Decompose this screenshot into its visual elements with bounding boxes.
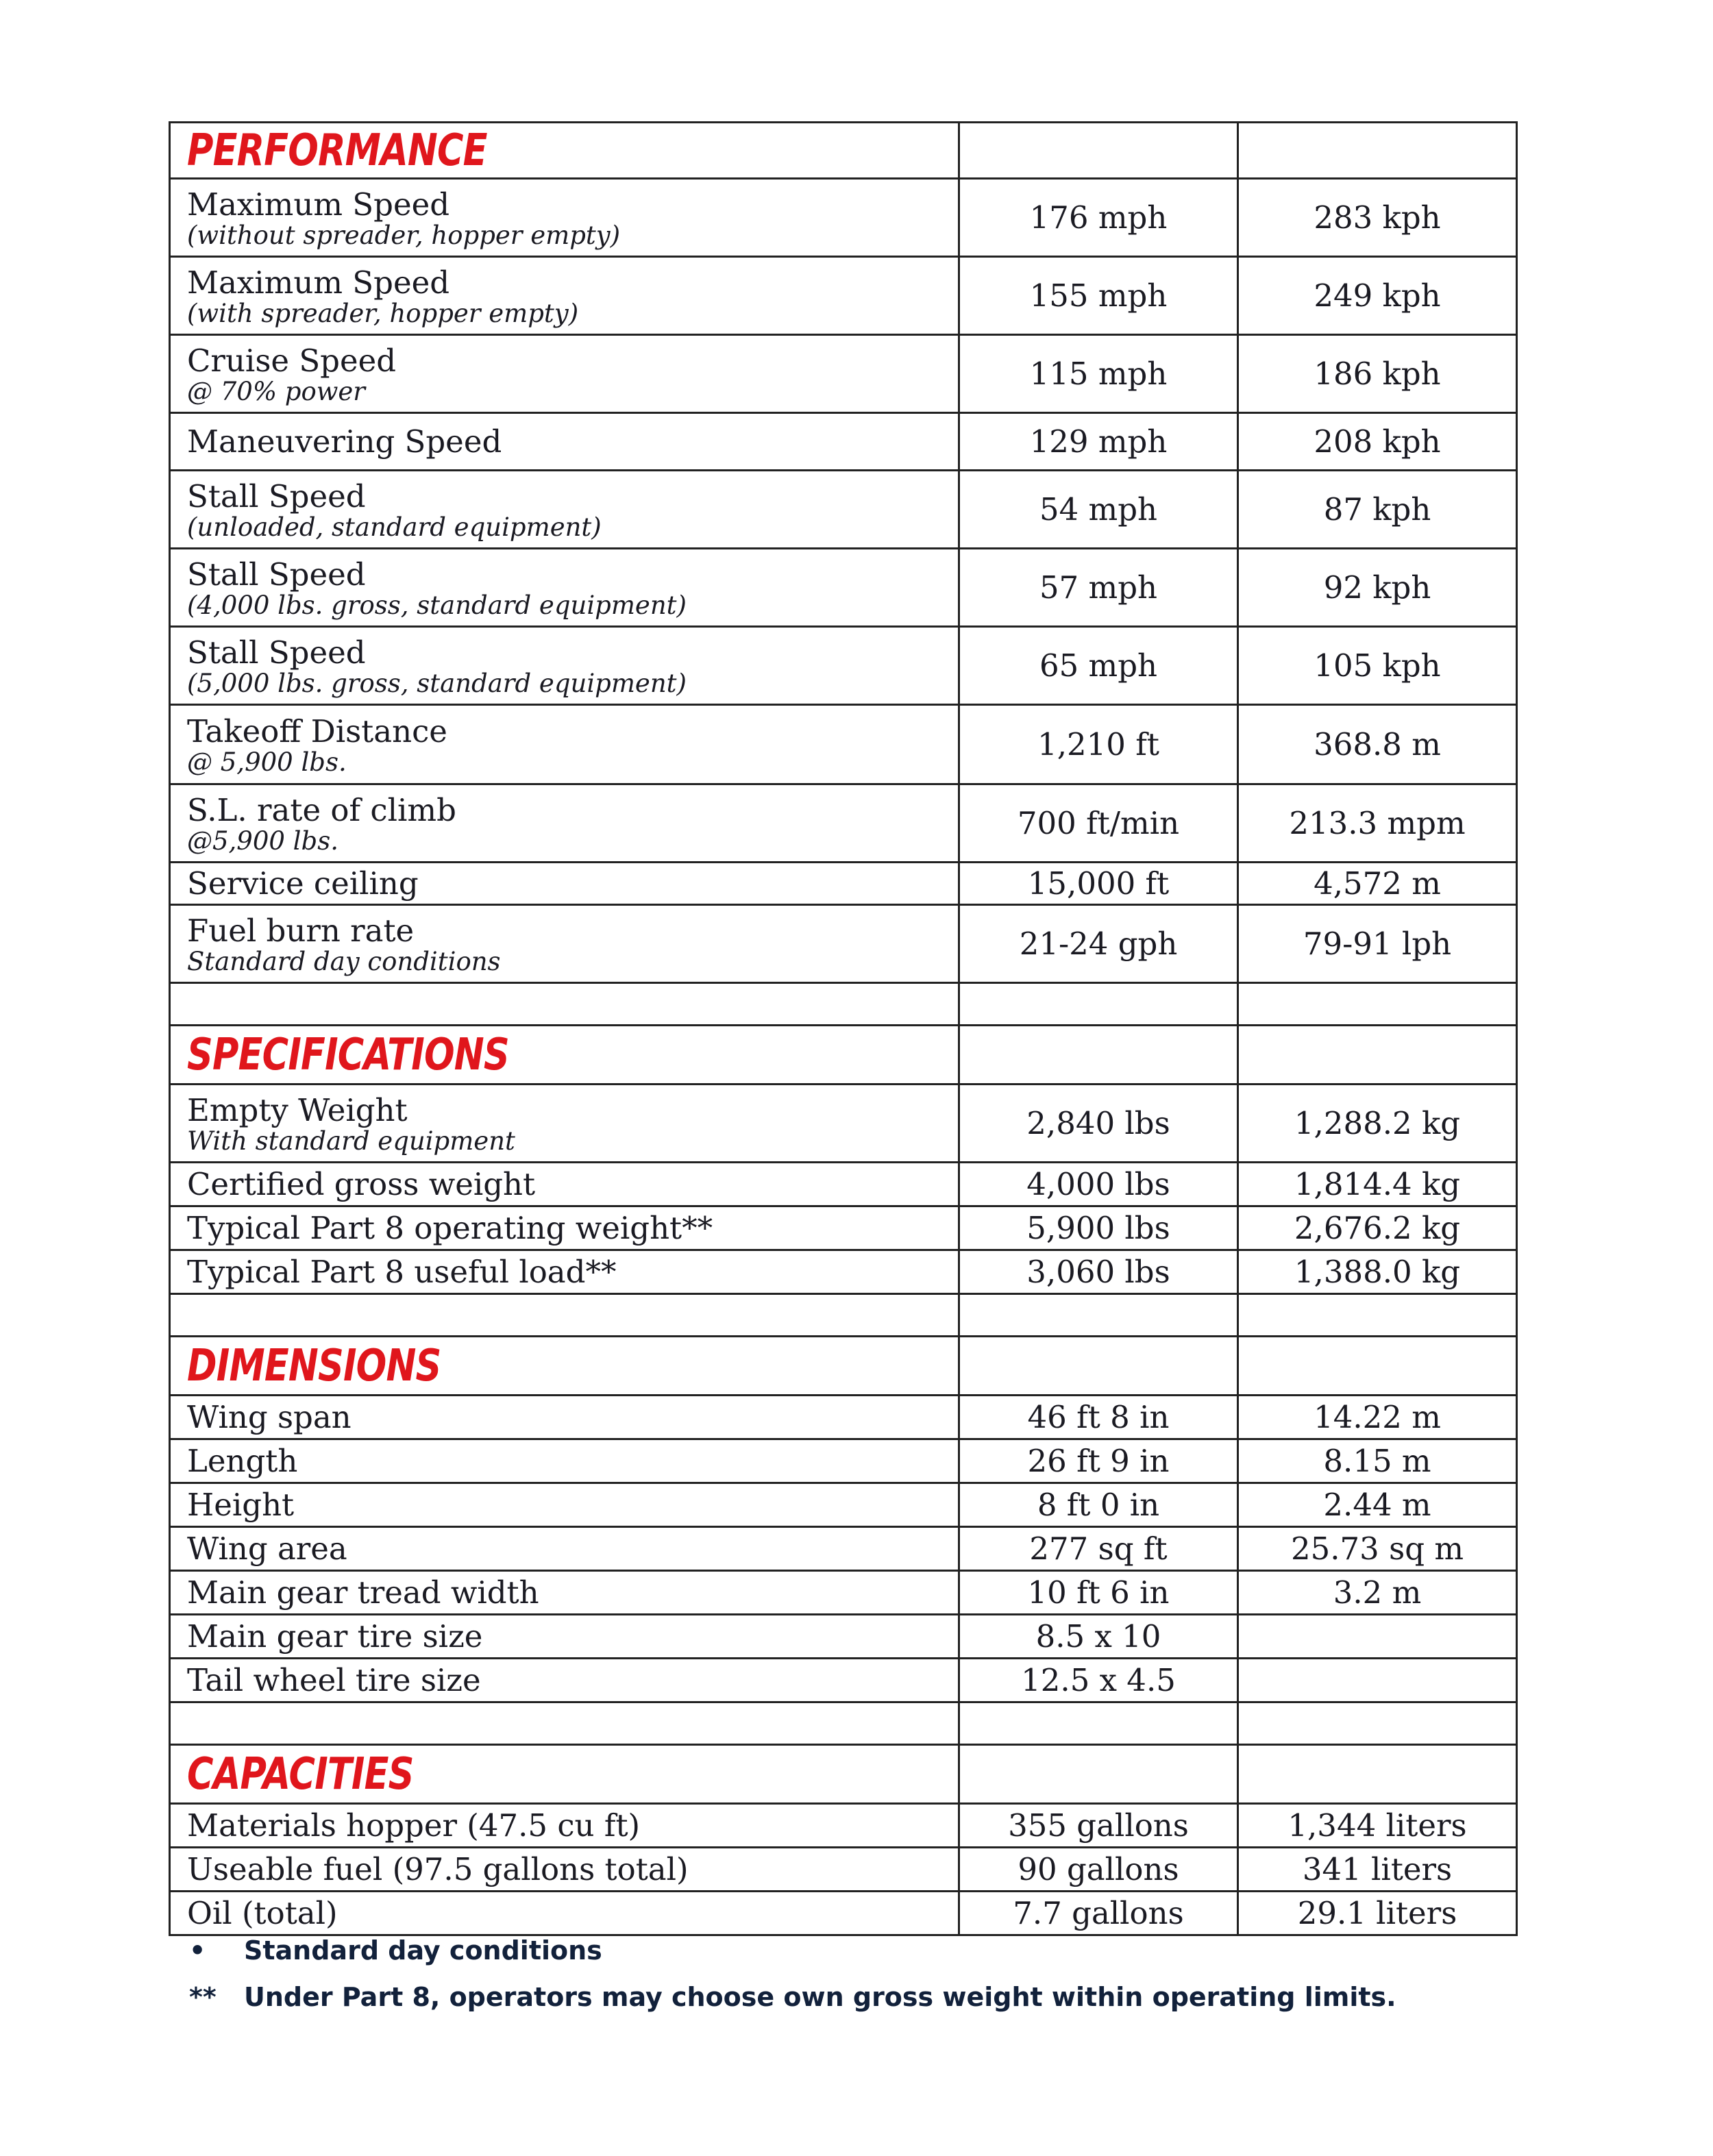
spec-label: Typical Part 8 useful load** (187, 1253, 617, 1290)
spec-sublabel: Standard day conditions (187, 946, 501, 976)
section-header-cell (170, 1337, 959, 1396)
table-row (170, 1396, 1517, 1439)
spec-label: Materials hopper (47.5 cu ft) (187, 1807, 641, 1844)
spec-label-cell (170, 1571, 959, 1615)
metric-value: 14.22 m (1314, 1398, 1441, 1435)
table-row (170, 1483, 1517, 1527)
spec-label: Wing span (187, 1398, 352, 1435)
metric-value: 25.73 sq m (1290, 1530, 1464, 1567)
spec-label-cell (170, 549, 959, 627)
table-row (170, 1206, 1517, 1250)
metric-value: 3.2 m (1333, 1574, 1422, 1611)
section-header-cell (170, 123, 959, 179)
footnote-text: Standard day conditions (244, 1935, 602, 1966)
imperial-value-cell (959, 1250, 1238, 1294)
section-header-cell (170, 1026, 959, 1085)
spec-label-cell (170, 1250, 959, 1294)
empty-cell (959, 983, 1238, 1026)
spec-sublabel: @ 5,900 lbs. (187, 747, 347, 777)
metric-value: 249 kph (1314, 277, 1441, 314)
spec-label-cell (170, 1615, 959, 1659)
metric-value: 341 liters (1302, 1850, 1453, 1887)
imperial-value-cell (959, 784, 1238, 863)
imperial-value: 90 gallons (1018, 1850, 1179, 1887)
spec-label-cell (170, 905, 959, 983)
metric-value-cell (1238, 413, 1517, 471)
empty-cell (170, 1702, 959, 1745)
metric-value-cell (1238, 784, 1517, 863)
table-row (170, 1527, 1517, 1571)
table-row (170, 335, 1517, 413)
section-header-row-dimensions (170, 1337, 1517, 1396)
spec-label-cell (170, 471, 959, 549)
imperial-value: 176 mph (1029, 199, 1168, 236)
spec-label: Stall Speed (187, 556, 366, 593)
empty-cell (1238, 1702, 1517, 1745)
imperial-value: 65 mph (1039, 647, 1158, 684)
spec-label-cell (170, 1804, 959, 1848)
empty-cell (1238, 1745, 1517, 1804)
metric-value-cell (1238, 1848, 1517, 1892)
spec-label-cell (170, 1206, 959, 1250)
spec-label: Main gear tread width (187, 1574, 539, 1611)
section-header-row-specifications (170, 1026, 1517, 1085)
imperial-value-cell (959, 1571, 1238, 1615)
spec-label-cell (170, 1848, 959, 1892)
table-row (170, 705, 1517, 784)
metric-value-cell (1238, 1396, 1517, 1439)
imperial-value: 700 ft/min (1017, 804, 1180, 841)
metric-value-cell (1238, 1483, 1517, 1527)
imperial-value: 4,000 lbs (1026, 1165, 1170, 1202)
table-row (170, 1163, 1517, 1206)
imperial-value: 2,840 lbs (1026, 1104, 1170, 1141)
spec-label-cell (170, 1396, 959, 1439)
metric-value: 1,814.4 kg (1294, 1165, 1461, 1202)
spec-label-cell (170, 1439, 959, 1483)
spec-label: Maneuvering Speed (187, 423, 502, 460)
metric-value: 186 kph (1314, 355, 1441, 392)
imperial-value: 15,000 ft (1027, 865, 1170, 902)
imperial-value-cell (959, 1848, 1238, 1892)
metric-value: 2,676.2 kg (1294, 1209, 1461, 1246)
imperial-value: 26 ft 9 in (1027, 1442, 1170, 1479)
spec-label: Maximum Speed (187, 186, 450, 223)
spec-label: S.L. rate of climb (187, 791, 456, 828)
metric-value-cell (1238, 1250, 1517, 1294)
metric-value-cell (1238, 627, 1517, 705)
footnote (189, 1933, 1396, 1968)
spec-label: Service ceiling (187, 865, 419, 902)
spec-label: Empty Weight (187, 1091, 408, 1128)
spec-label-cell (170, 705, 959, 784)
spec-label: Typical Part 8 operating weight** (187, 1209, 713, 1246)
imperial-value: 129 mph (1029, 423, 1168, 460)
table-row (170, 1804, 1517, 1848)
spec-table (169, 121, 1518, 1936)
imperial-value-cell (959, 1483, 1238, 1527)
spec-label-cell (170, 179, 959, 257)
table-row (170, 905, 1517, 983)
spec-label: Tail wheel tire size (187, 1661, 481, 1698)
section-header-row-performance (170, 123, 1517, 179)
empty-cell (959, 1702, 1238, 1745)
spec-table-body (170, 123, 1517, 1935)
table-row (170, 413, 1517, 471)
spec-label: Wing area (187, 1530, 347, 1567)
footnote-marker: • (189, 1935, 206, 1966)
spec-label: Useable fuel (97.5 gallons total) (187, 1850, 689, 1887)
imperial-value: 115 mph (1029, 355, 1168, 392)
table-row (170, 1615, 1517, 1659)
metric-value-cell (1238, 863, 1517, 905)
imperial-value-cell (959, 705, 1238, 784)
spec-label: Fuel burn rate (187, 912, 415, 949)
imperial-value-cell (959, 471, 1238, 549)
table-row (170, 784, 1517, 863)
spacer-row (170, 983, 1517, 1026)
imperial-value: 355 gallons (1008, 1807, 1189, 1844)
table-row (170, 179, 1517, 257)
spec-label: Oil (total) (187, 1894, 338, 1931)
empty-cell (1238, 1294, 1517, 1337)
imperial-value-cell (959, 1804, 1238, 1848)
spec-sublabel: (5,000 lbs. gross, standard equipment) (187, 668, 687, 698)
metric-value: 2.44 m (1323, 1486, 1431, 1523)
table-row (170, 627, 1517, 705)
spec-label-cell (170, 1892, 959, 1935)
spec-label: Takeoff Distance (187, 713, 447, 749)
table-row (170, 863, 1517, 905)
metric-value-cell (1238, 1804, 1517, 1848)
imperial-value: 12.5 x 4.5 (1021, 1661, 1176, 1698)
imperial-value: 277 sq ft (1029, 1530, 1168, 1567)
imperial-value-cell (959, 1085, 1238, 1163)
metric-value-cell (1238, 335, 1517, 413)
imperial-value: 8.5 x 10 (1035, 1618, 1161, 1655)
metric-value-cell (1238, 471, 1517, 549)
spec-label: Certified gross weight (187, 1165, 536, 1202)
imperial-value-cell (959, 1396, 1238, 1439)
table-row (170, 1250, 1517, 1294)
table-row (170, 1848, 1517, 1892)
imperial-value: 21-24 gph (1019, 925, 1178, 962)
imperial-value-cell (959, 1892, 1238, 1935)
imperial-value-cell (959, 335, 1238, 413)
empty-cell (1238, 123, 1517, 179)
table-row (170, 1085, 1517, 1163)
spec-sublabel: (unloaded, standard equipment) (187, 512, 602, 542)
metric-value-cell (1238, 1085, 1517, 1163)
spec-sublabel: (with spreader, hopper empty) (187, 298, 579, 328)
metric-value: 105 kph (1314, 647, 1441, 684)
empty-cell (170, 1294, 959, 1337)
spec-label-cell (170, 784, 959, 863)
imperial-value: 5,900 lbs (1026, 1209, 1170, 1246)
table-row (170, 1892, 1517, 1935)
spec-label-cell (170, 627, 959, 705)
metric-value: 283 kph (1314, 199, 1441, 236)
metric-value-cell (1238, 1163, 1517, 1206)
spec-label: Stall Speed (187, 478, 366, 515)
spec-label-cell (170, 257, 959, 335)
imperial-value-cell (959, 863, 1238, 905)
imperial-value: 46 ft 8 in (1027, 1398, 1170, 1435)
spec-sublabel: (4,000 lbs. gross, standard equipment) (187, 590, 687, 620)
spec-label-cell (170, 1527, 959, 1571)
metric-value-cell (1238, 1527, 1517, 1571)
spec-label-cell (170, 1085, 959, 1163)
table-row (170, 1439, 1517, 1483)
table-row (170, 1659, 1517, 1702)
spec-label: Cruise Speed (187, 342, 397, 379)
section-title: PERFORMANCE (187, 125, 487, 176)
spec-label-cell (170, 1659, 959, 1702)
imperial-value: 7.7 gallons (1013, 1894, 1184, 1931)
metric-value-cell (1238, 905, 1517, 983)
metric-value-cell (1238, 179, 1517, 257)
metric-value-cell (1238, 1892, 1517, 1935)
table-row (170, 257, 1517, 335)
metric-value-cell (1238, 257, 1517, 335)
metric-value: 1,388.0 kg (1294, 1253, 1461, 1290)
spec-label: Length (187, 1442, 298, 1479)
metric-value: 92 kph (1323, 569, 1431, 606)
spacer-row (170, 1702, 1517, 1745)
metric-value: 8.15 m (1323, 1442, 1431, 1479)
table-row (170, 1571, 1517, 1615)
metric-value: 1,344 liters (1287, 1807, 1467, 1844)
spec-label: Stall Speed (187, 634, 366, 671)
spec-sublabel: @ 70% power (187, 376, 365, 406)
imperial-value-cell (959, 257, 1238, 335)
footnote-marker: ** (189, 1982, 217, 2012)
imperial-value-cell (959, 1659, 1238, 1702)
footnote-text: Under Part 8, operators may choose own gross weight within operating limits. (244, 1982, 1396, 2012)
imperial-value: 3,060 lbs (1026, 1253, 1170, 1290)
empty-cell (1238, 1337, 1517, 1396)
empty-cell (1238, 983, 1517, 1026)
spec-label-cell (170, 335, 959, 413)
imperial-value: 57 mph (1039, 569, 1158, 606)
empty-cell (170, 983, 959, 1026)
empty-cell (959, 1337, 1238, 1396)
section-header-row-capacities (170, 1745, 1517, 1804)
spec-sublabel: (without spreader, hopper empty) (187, 220, 621, 250)
table-row (170, 471, 1517, 549)
imperial-value-cell (959, 1206, 1238, 1250)
metric-value: 1,288.2 kg (1294, 1104, 1461, 1141)
section-title: CAPACITIES (187, 1748, 414, 1800)
imperial-value: 8 ft 0 in (1037, 1486, 1160, 1523)
metric-value: 208 kph (1314, 423, 1441, 460)
spec-label-cell (170, 1163, 959, 1206)
imperial-value: 54 mph (1039, 491, 1158, 528)
metric-value: 79-91 lph (1303, 925, 1452, 962)
metric-value: 368.8 m (1314, 726, 1441, 763)
metric-value: 213.3 mpm (1289, 804, 1466, 841)
metric-value-cell (1238, 1206, 1517, 1250)
metric-value-cell (1238, 1571, 1517, 1615)
metric-value-cell (1238, 705, 1517, 784)
spec-sublabel: @5,900 lbs. (187, 826, 338, 856)
metric-value-cell (1238, 549, 1517, 627)
spec-sublabel: With standard equipment (187, 1126, 515, 1156)
imperial-value-cell (959, 413, 1238, 471)
section-title: SPECIFICATIONS (187, 1029, 509, 1080)
spec-label-cell (170, 1483, 959, 1527)
imperial-value-cell (959, 549, 1238, 627)
metric-value: 4,572 m (1314, 865, 1441, 902)
empty-cell (1238, 1026, 1517, 1085)
metric-value: 29.1 liters (1297, 1894, 1457, 1931)
table-row (170, 549, 1517, 627)
section-title: DIMENSIONS (187, 1340, 441, 1391)
spec-label-cell (170, 863, 959, 905)
empty-cell (959, 1026, 1238, 1085)
empty-cell (959, 123, 1238, 179)
metric-value-cell (1238, 1439, 1517, 1483)
metric-value-cell (1238, 1615, 1517, 1659)
imperial-value-cell (959, 1163, 1238, 1206)
empty-cell (959, 1745, 1238, 1804)
metric-value: 87 kph (1323, 491, 1431, 528)
metric-value-cell (1238, 1659, 1517, 1702)
imperial-value: 10 ft 6 in (1027, 1574, 1170, 1611)
spec-label: Main gear tire size (187, 1618, 483, 1655)
imperial-value-cell (959, 1527, 1238, 1571)
imperial-value: 1,210 ft (1037, 726, 1159, 763)
imperial-value-cell (959, 1439, 1238, 1483)
imperial-value: 155 mph (1029, 277, 1168, 314)
imperial-value-cell (959, 905, 1238, 983)
spec-label-cell (170, 413, 959, 471)
footnotes (189, 1933, 1396, 2027)
spec-label: Height (187, 1486, 295, 1523)
spec-label: Maximum Speed (187, 264, 450, 301)
imperial-value-cell (959, 1615, 1238, 1659)
spacer-row (170, 1294, 1517, 1337)
empty-cell (959, 1294, 1238, 1337)
imperial-value-cell (959, 627, 1238, 705)
imperial-value-cell (959, 179, 1238, 257)
footnote (189, 1980, 1396, 2014)
section-header-cell (170, 1745, 959, 1804)
